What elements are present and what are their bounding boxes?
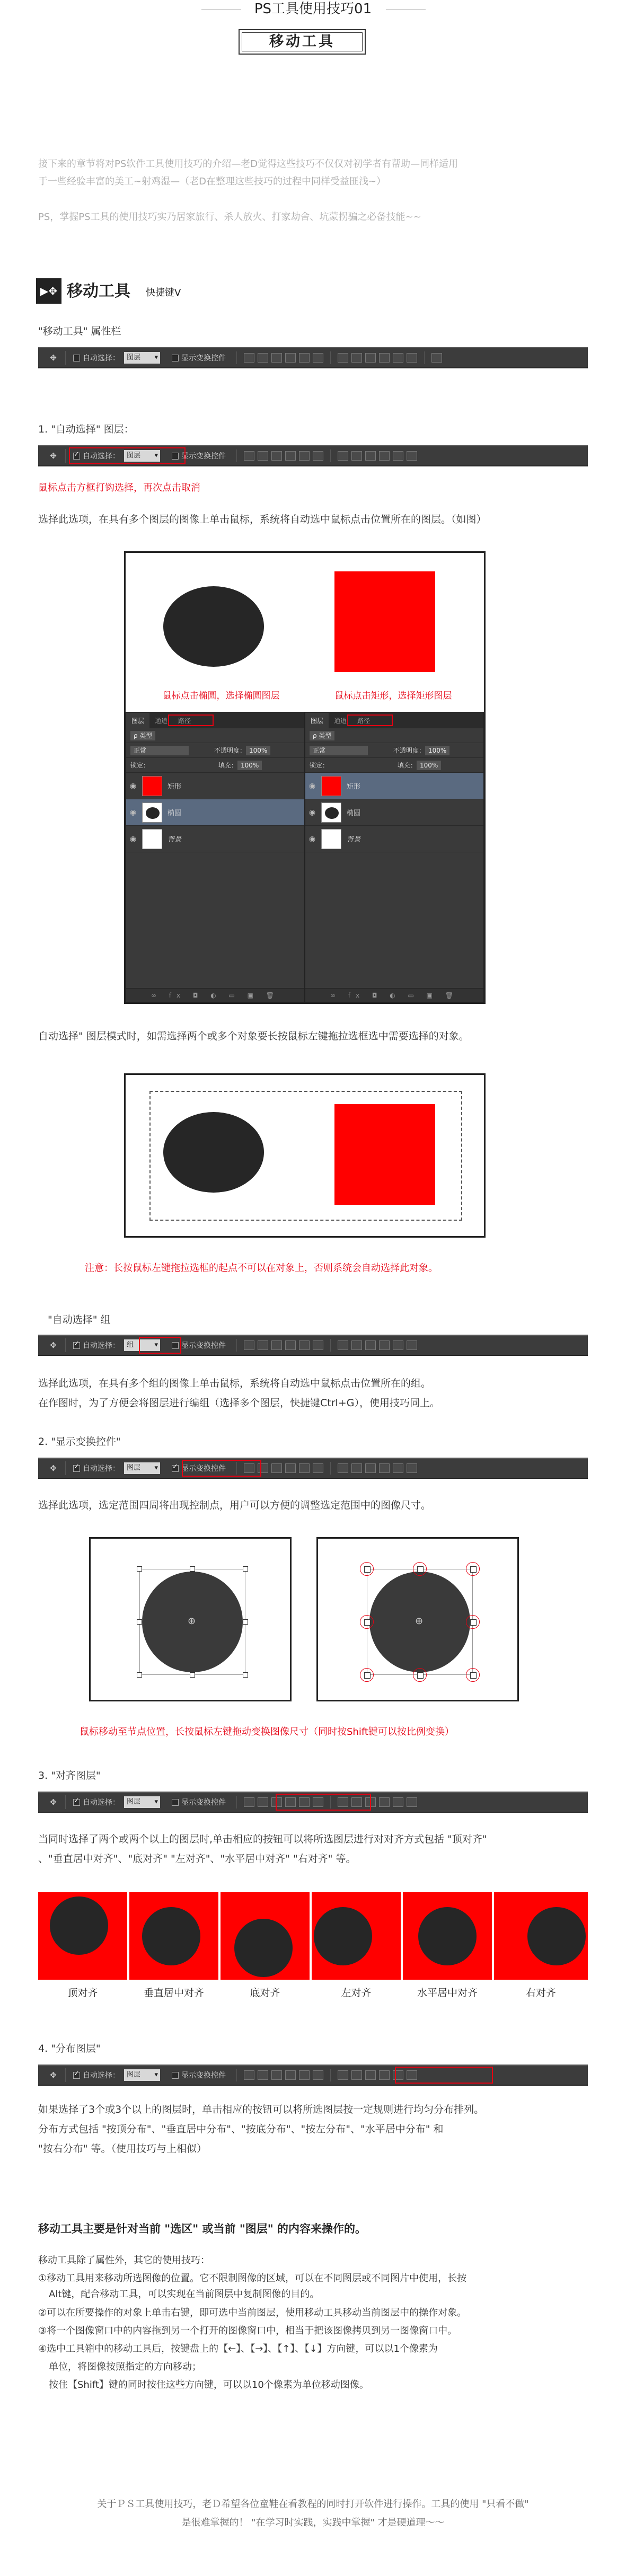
s3-desc-2: 、"垂直居中对齐"、"底对齐" "左对齐"、"水平居中对齐" "右对齐" 等。 xyxy=(38,1853,356,1865)
section-title: 移动工具 xyxy=(67,282,130,301)
highlight-right xyxy=(347,714,393,726)
highlight-show-transform xyxy=(182,1460,261,1477)
blend-mode[interactable]: 正常 xyxy=(310,746,368,755)
transform-handle[interactable] xyxy=(243,1566,248,1572)
s3-desc-1: 当同时选择了两个或两个以上的图层时,单击相应的按钮可以将所选图层进行对对齐方式包括 "顶对齐" xyxy=(38,1833,487,1845)
move-tool-icon[interactable]: ✥ xyxy=(41,449,66,463)
align-example-top xyxy=(38,1892,127,1980)
align-bottom-button[interactable] xyxy=(271,1340,282,1350)
s4-desc-2: 分布方式包括 "按顶分布"、"垂直居中分布"、"按底分布"、"按左分布"、"水平居中分布" 和 xyxy=(38,2123,444,2135)
options-bar xyxy=(38,347,588,368)
dist-bottom-button[interactable] xyxy=(365,1340,376,1350)
layer-name: 矩形 xyxy=(167,783,182,791)
show-transform-checkbox[interactable] xyxy=(172,2072,179,2079)
dist-right-button[interactable] xyxy=(407,353,417,363)
s4-desc-1: 如果选择了3个或3个以上的图层时，单击相应的按钮可以将所选图层按一定规则进行均匀分布排列。 xyxy=(38,2104,484,2115)
layers-panel-right xyxy=(305,712,484,1002)
distribute-buttons xyxy=(336,353,419,363)
auto-select-checkbox[interactable] xyxy=(73,1465,80,1472)
lock-label: 锁定： xyxy=(310,762,329,769)
move-tool-icon[interactable]: ✥ xyxy=(41,1795,66,1809)
ellipse-thumb xyxy=(325,807,339,819)
ellipse-shape[interactable] xyxy=(163,1112,264,1193)
auto-select-checkbox[interactable] xyxy=(73,1799,80,1806)
caption-left: 鼠标点击椭圆，选择椭圆图层 xyxy=(162,691,280,701)
opacity-value[interactable]: 100% xyxy=(425,746,449,755)
eye-icon[interactable]: ◉ xyxy=(129,781,137,790)
align-top-button[interactable] xyxy=(244,1340,254,1350)
ellipse-thumb xyxy=(146,807,160,819)
auto-select-checkbox[interactable] xyxy=(73,2072,80,2079)
tab-layers[interactable]: 图层 xyxy=(305,713,329,728)
s1-description: 选择此选项，在具有多个图层的图像上单击鼠标，系统将自动选中鼠标点击位置所在的图层。（如图） xyxy=(38,514,487,525)
layer-ellipse[interactable] xyxy=(305,799,483,826)
kind-filter[interactable]: ρ 类型 xyxy=(310,731,334,740)
lock-label: 锁定： xyxy=(130,762,150,769)
highlight-distribute-buttons xyxy=(395,2067,493,2084)
dist-vcenter-button[interactable] xyxy=(351,2070,362,2080)
dist-left-button[interactable] xyxy=(379,451,390,461)
align-hcenter-button[interactable] xyxy=(299,1340,310,1350)
dist-bottom-button[interactable] xyxy=(365,353,376,363)
options-bar xyxy=(38,1335,588,1356)
dist-vcenter-button[interactable] xyxy=(351,353,362,363)
layer-name: 背景 xyxy=(347,836,361,844)
align-hcenter-button[interactable] xyxy=(299,1463,310,1473)
auto-select-dropdown[interactable]: 图层 ▾ xyxy=(124,1796,160,1808)
dist-left-button[interactable] xyxy=(379,1340,390,1350)
distribute-buttons xyxy=(336,1463,419,1473)
filter-row xyxy=(305,728,483,743)
align-vcenter-button[interactable] xyxy=(258,2070,268,2080)
auto-select-checkbox[interactable] xyxy=(73,355,80,361)
show-transform-label: 显示变换控件 xyxy=(181,354,226,363)
layer-ellipse[interactable] xyxy=(126,799,304,826)
distribute-buttons xyxy=(336,1340,419,1350)
show-transform-label: 显示变换控件 xyxy=(181,452,226,461)
mode-row xyxy=(305,743,483,758)
circle-shape xyxy=(418,1907,477,1965)
dist-right-button[interactable] xyxy=(407,451,417,461)
lock-row xyxy=(305,758,483,773)
kind-filter[interactable]: ρ 类型 xyxy=(130,731,155,740)
highlighted-handle[interactable] xyxy=(360,1562,374,1576)
layer-name: 椭圆 xyxy=(347,809,361,817)
align-left-button[interactable] xyxy=(285,2070,296,2080)
dist-left-button[interactable] xyxy=(379,1463,390,1473)
toolbar-separator xyxy=(424,351,425,364)
align-buttons xyxy=(242,1340,325,1350)
toolbar-separator xyxy=(330,1462,331,1475)
transform-handle[interactable] xyxy=(137,1566,142,1572)
eye-icon[interactable]: ◉ xyxy=(129,834,137,843)
align-left-button[interactable] xyxy=(285,451,296,461)
align-bottom-button[interactable] xyxy=(271,353,282,363)
layer-thumbnail xyxy=(321,776,341,796)
panel-tabs xyxy=(126,712,304,728)
highlighted-handle[interactable] xyxy=(413,1562,427,1576)
layer-background[interactable] xyxy=(305,826,483,852)
dist-vcenter-button[interactable] xyxy=(351,1340,362,1350)
align-label: 左对齐 xyxy=(341,1987,372,1999)
s2-description: 选择此选项，选定范围四周将出现控制点，用户可以方便的调整选定范围中的图像尺寸。 xyxy=(38,1499,431,1511)
s1-heading: 1. "自动选择" 图层： xyxy=(38,424,134,435)
layers-panel-left xyxy=(126,712,305,1002)
tab-paths[interactable]: 路径 xyxy=(357,717,371,725)
circle-shape xyxy=(50,1896,108,1955)
fill-label: 填充： xyxy=(218,762,238,769)
align-label: 顶对齐 xyxy=(67,1987,98,1999)
s1-drag-description: 自动选择" 图层模式时，如需选择两个或多个对象要长按鼠标左键拖拉选框选中需要选择的对象。 xyxy=(38,1030,469,1042)
align-left-button[interactable] xyxy=(285,1463,296,1473)
align-example-hcenter xyxy=(403,1892,492,1980)
dist-top-button[interactable] xyxy=(338,353,348,363)
layer-background[interactable] xyxy=(126,826,304,852)
s1b-desc-1: 选择此选项，在具有多个组的图像上单击鼠标，系统将自动选中鼠标点击位置所在的组。 xyxy=(38,1378,431,1389)
circle-shape xyxy=(234,1919,293,1977)
auto-select-label: 自动选择： xyxy=(83,1465,120,1473)
show-transform-label: 显示变换控件 xyxy=(181,1342,226,1350)
page-title: PS工具使用技巧01 xyxy=(254,1,372,17)
opacity-label: 不透明度： xyxy=(214,747,246,754)
tab-paths[interactable]: 路径 xyxy=(178,717,191,725)
align-top-button[interactable] xyxy=(244,1797,254,1807)
dist-left-button[interactable] xyxy=(379,2070,390,2080)
dist-top-button[interactable] xyxy=(338,1463,348,1473)
dist-left-button[interactable] xyxy=(379,1797,390,1807)
layer-thumbnail xyxy=(321,802,341,823)
panel-bottom-icons[interactable]: ∞ fx ◘ ◐ ▭ ▣ 🗑 xyxy=(305,988,483,1002)
show-transform-label: 显示变换控件 xyxy=(181,1798,226,1807)
highlight-group-select xyxy=(139,1337,181,1354)
toolbar-separator xyxy=(236,449,237,462)
eye-icon[interactable]: ◉ xyxy=(129,808,137,817)
align-top-button[interactable] xyxy=(244,2070,254,2080)
dist-vcenter-button[interactable] xyxy=(351,1463,362,1473)
options-bar xyxy=(38,2065,588,2086)
eye-icon[interactable]: ◉ xyxy=(308,781,316,790)
highlighted-handle[interactable] xyxy=(466,1668,480,1682)
align-hcenter-button[interactable] xyxy=(299,2070,310,2080)
intro-line-1: 接下来的章节将对PS软件工具使用技巧的介绍—老D觉得这些技巧不仅仅对初学者有帮助—同样适用 xyxy=(38,158,459,170)
align-right-button[interactable] xyxy=(313,451,323,461)
highlight-align-buttons xyxy=(276,1794,371,1811)
show-transform-label: 显示变换控件 xyxy=(181,1465,226,1473)
align-right-button[interactable] xyxy=(313,1340,323,1350)
blend-mode[interactable]: 正常 xyxy=(130,746,189,755)
circle-shape xyxy=(527,1907,586,1965)
align-buttons xyxy=(242,451,325,461)
transform-center-icon[interactable]: ⊕ xyxy=(415,1616,424,1627)
dist-top-button[interactable] xyxy=(338,451,348,461)
dist-hcenter-button[interactable] xyxy=(393,451,403,461)
fill-label: 填充： xyxy=(398,762,417,769)
toolbar-separator xyxy=(236,351,237,364)
circle-shape xyxy=(142,1907,200,1965)
transform-handle[interactable] xyxy=(137,1619,142,1625)
layer-thumbnail xyxy=(142,802,162,823)
auto-select-dropdown[interactable]: 图层 ▾ xyxy=(124,1462,160,1474)
show-transform-checkbox[interactable] xyxy=(172,355,179,361)
summary-item-2: ②可以在所要操作的对象上单击右键，即可选中当前图层，使用移动工具移动当前图层中的操作对象。 xyxy=(38,2307,467,2318)
align-hcenter-button[interactable] xyxy=(299,451,310,461)
dist-hcenter-button[interactable] xyxy=(393,1340,403,1350)
transform-handle[interactable] xyxy=(137,1672,142,1678)
s4-desc-3: "按右分布" 等。（使用技巧与上相似） xyxy=(38,2143,207,2155)
opacity-value[interactable]: 100% xyxy=(246,746,270,755)
tab-channels[interactable]: 通道 xyxy=(155,717,168,725)
s2-note: 鼠标移动至节点位置，长按鼠标左键拖动变换图像尺寸（同时按Shift键可以按比例变换） xyxy=(80,1726,454,1737)
show-transform-checkbox[interactable] xyxy=(172,1799,179,1806)
show-transform-label: 显示变换控件 xyxy=(181,2071,226,2080)
align-vcenter-button[interactable] xyxy=(258,451,268,461)
move-tool-icon[interactable]: ✥ xyxy=(41,2068,66,2082)
eye-icon[interactable]: ◉ xyxy=(308,808,316,817)
align-right-button[interactable] xyxy=(313,353,323,363)
auto-select-label: 自动选择： xyxy=(83,1798,120,1807)
transform-handle[interactable] xyxy=(190,1672,195,1678)
align-example-vcenter xyxy=(129,1892,218,1980)
summary-title: 移动工具主要是针对当前 "选区" 或当前 "图层" 的内容来操作的。 xyxy=(38,2222,367,2235)
footer-line-1: 关于ＰＳ工具使用技巧，老Ｄ希望各位童鞋在看教程的同时打开软件进行操作。工具的使用 "只看不做" xyxy=(97,2499,529,2510)
auto-select-label: 自动选择： xyxy=(83,2071,120,2080)
transform-demo-left xyxy=(89,1537,292,1701)
s1b-desc-2: 在作图时，为了方便会将图层进行编组（选择多个图层，快捷键Ctrl+G），使用技巧同上。 xyxy=(38,1397,440,1409)
mode-row xyxy=(126,743,304,758)
layer-thumbnail xyxy=(142,829,162,849)
highlighted-handle[interactable] xyxy=(360,1668,374,1682)
auto-select-label: 自动选择： xyxy=(83,354,120,363)
drag-demo-frame xyxy=(124,1073,486,1238)
highlight-auto-select xyxy=(69,447,186,464)
highlighted-handle[interactable] xyxy=(466,1562,480,1576)
align-hcenter-button[interactable] xyxy=(299,353,310,363)
toolbar-separator xyxy=(236,1339,237,1352)
auto-select-dropdown[interactable]: 图层 ▾ xyxy=(124,352,160,364)
highlighted-handle[interactable] xyxy=(413,1668,427,1682)
summary-lead: 移动工具除了属性外，其它的使用技巧： xyxy=(38,2255,210,2266)
auto-select-dropdown[interactable]: 图层 ▾ xyxy=(124,450,160,462)
align-vcenter-button[interactable] xyxy=(258,1797,268,1807)
align-example-bottom xyxy=(221,1892,310,1980)
toolbar-separator xyxy=(236,2069,237,2081)
summary-item-4b: 单位，将图像按照指定的方向移动； xyxy=(49,2361,201,2372)
layer-rect[interactable] xyxy=(305,773,483,799)
align-example-right xyxy=(494,1892,588,1980)
transform-center-icon[interactable]: ⊕ xyxy=(188,1616,196,1627)
align-vcenter-button[interactable] xyxy=(258,353,268,363)
summary-item-3: ③将一个图像窗口中的内容拖到另一个打开的图像窗口中，相当于把该图像拷贝到另一图像窗口中。 xyxy=(38,2325,457,2336)
align-label: 底对齐 xyxy=(250,1987,280,1999)
distribute-buttons xyxy=(336,451,419,461)
panel-bottom-icons[interactable]: ∞ fx ◘ ◐ ▭ ▣ 🗑 xyxy=(126,988,304,1002)
align-left-button[interactable] xyxy=(285,1340,296,1350)
s1b-heading: "自动选择" 组 xyxy=(48,1314,111,1326)
dist-hcenter-button[interactable] xyxy=(393,353,403,363)
align-buttons xyxy=(242,353,325,363)
dist-bottom-button[interactable] xyxy=(365,451,376,461)
auto-select-label: 自动选择： xyxy=(83,1342,120,1350)
align-right-button[interactable] xyxy=(313,2070,323,2080)
layer-thumbnail xyxy=(321,829,341,849)
transform-handle[interactable] xyxy=(190,1566,195,1572)
dist-bottom-button[interactable] xyxy=(365,1463,376,1473)
drag-warning: 注意：长按鼠标左键拖拉选框的起点不可以在对象上，否则系统会自动选择此对象。 xyxy=(85,1263,438,1274)
toolbar-separator xyxy=(330,1339,331,1352)
dist-bottom-button[interactable] xyxy=(365,2070,376,2080)
s1-red-note: 鼠标点击方框打钩选择，再次点击取消 xyxy=(38,482,200,493)
circle-shape xyxy=(314,1907,372,1965)
move-tool-icon[interactable]: ✥ xyxy=(41,1338,66,1352)
fill-value[interactable]: 100% xyxy=(417,761,441,770)
layer-name: 椭圆 xyxy=(167,809,182,817)
tab-layers[interactable]: 图层 xyxy=(126,713,149,728)
tab-channels[interactable]: 通道 xyxy=(334,717,347,725)
layer-thumbnail xyxy=(142,776,162,796)
attr-bar-caption: "移动工具" 属性栏 xyxy=(38,325,121,337)
dist-vcenter-button[interactable] xyxy=(351,451,362,461)
s1-demo-frame xyxy=(124,551,486,1004)
summary-item-4a: ④选中工具箱中的移动工具后，按键盘上的【←】、【→】、【↑】、【↓】方向键，可以以1个像素为 xyxy=(38,2343,438,2354)
dist-top-button[interactable] xyxy=(338,2070,348,2080)
shortcut-label: 快捷键V xyxy=(146,287,181,298)
s4-heading: 4. "分布图层" xyxy=(38,2043,101,2054)
dist-hcenter-button[interactable] xyxy=(393,1463,403,1473)
align-bottom-button[interactable] xyxy=(271,2070,282,2080)
align-buttons xyxy=(242,2070,325,2080)
align-label: 垂直居中对齐 xyxy=(143,1987,204,1999)
transform-handle[interactable] xyxy=(243,1619,248,1625)
align-left-button[interactable] xyxy=(285,353,296,363)
dist-left-button[interactable] xyxy=(379,353,390,363)
fill-value[interactable]: 100% xyxy=(237,761,262,770)
options-bar xyxy=(38,1458,588,1479)
align-bottom-button[interactable] xyxy=(271,1463,282,1473)
caption-right: 鼠标点击矩形，选择矩形图层 xyxy=(334,691,452,701)
layer-name: 矩形 xyxy=(347,783,361,791)
dist-right-button[interactable] xyxy=(407,1797,417,1807)
toolbar-separator xyxy=(330,2069,331,2081)
auto-select-dropdown[interactable]: 组 ▾ xyxy=(124,1339,160,1351)
rectangle-shape[interactable] xyxy=(334,571,435,672)
transform-demo-right xyxy=(316,1537,519,1701)
align-top-button[interactable] xyxy=(244,451,254,461)
highlighted-handle[interactable] xyxy=(360,1615,374,1629)
auto-select-checkbox[interactable] xyxy=(73,1342,80,1349)
move-tool-icon: ▶✥ xyxy=(36,278,61,304)
summary-item-1b: Alt键，配合移动工具，可以实现在当前图层中复制图像的目的。 xyxy=(49,2289,320,2300)
ellipse-shape[interactable] xyxy=(163,586,264,667)
highlight-left xyxy=(168,714,214,726)
filter-row xyxy=(126,728,304,743)
opacity-label: 不透明度： xyxy=(393,747,426,754)
highlighted-handle[interactable] xyxy=(466,1615,480,1629)
align-right-button[interactable] xyxy=(313,1463,323,1473)
s2-heading: 2. "显示变换控件" xyxy=(38,1436,121,1448)
intro-line-2: 于一些经验丰富的美工~射鸡湿—（老D在整理这些技巧的过程中同样受益匪浅~） xyxy=(38,176,386,187)
page-subtitle: 移动工具 xyxy=(239,29,366,55)
align-label: 右对齐 xyxy=(525,1987,556,1999)
layer-name: 背景 xyxy=(167,836,182,844)
align-example-left xyxy=(312,1892,401,1980)
align-label: 水平居中对齐 xyxy=(417,1987,478,1999)
s3-heading: 3. "对齐图层" xyxy=(38,1770,101,1781)
show-transform-checkbox[interactable] xyxy=(172,1465,179,1472)
move-tool-icon[interactable]: ✥ xyxy=(41,1461,66,1475)
auto-align-button[interactable] xyxy=(431,353,442,363)
eye-icon[interactable]: ◉ xyxy=(308,834,316,843)
align-bottom-button[interactable] xyxy=(271,451,282,461)
dist-hcenter-button[interactable] xyxy=(393,1797,403,1807)
rectangle-shape[interactable] xyxy=(334,1104,435,1205)
align-top-button[interactable] xyxy=(244,353,254,363)
lock-row xyxy=(126,758,304,773)
toolbar-separator xyxy=(330,351,331,364)
panel-tabs xyxy=(305,712,483,728)
dist-right-button[interactable] xyxy=(407,1340,417,1350)
dist-right-button[interactable] xyxy=(407,1463,417,1473)
summary-item-1a: ①移动工具用来移动所选图像的位置。它不限制图像的区域，可以在不同图层或不同图片中使用，长按 xyxy=(38,2273,467,2284)
footer-line-2: 是很难掌握的！ "在学习时实践，实践中掌握" 才是硬道理～～ xyxy=(181,2517,445,2528)
transform-handle[interactable] xyxy=(243,1672,248,1678)
toolbar-separator xyxy=(236,1796,237,1809)
layer-rect[interactable] xyxy=(126,773,304,799)
toolbar-separator xyxy=(330,449,331,462)
auto-select-label: 自动选择： xyxy=(83,452,120,461)
move-tool-icon[interactable]: ✥ xyxy=(41,351,66,365)
summary-item-4c: 按住【Shift】键的同时按住这些方向键，可以以10个像素为单位移动图像。 xyxy=(49,2379,369,2390)
auto-select-dropdown[interactable]: 图层 ▾ xyxy=(124,2069,160,2081)
align-vcenter-button[interactable] xyxy=(258,1340,268,1350)
dist-top-button[interactable] xyxy=(338,1340,348,1350)
intro-line-3: PS，掌握PS工具的使用技巧实乃居家旅行、杀人放火、打家劫舍、坑蒙拐骗之必备技能~~ xyxy=(38,211,421,223)
